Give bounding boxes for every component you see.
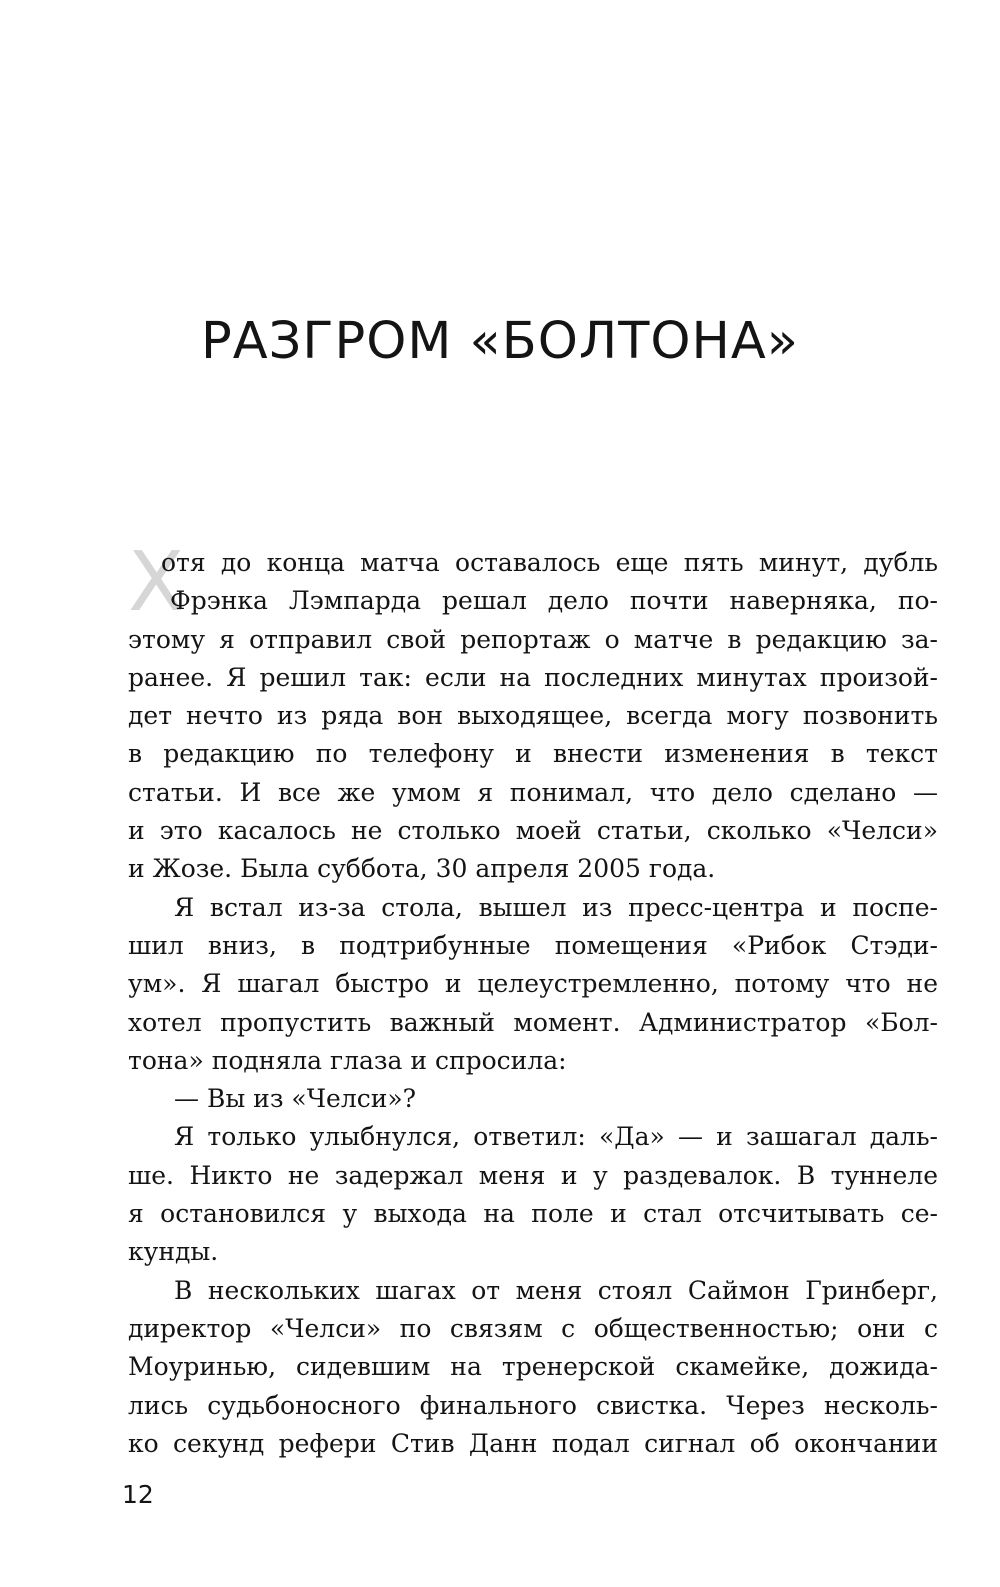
text-line: отя до конца матча оставалось еще пять минут, дубль bbox=[161, 548, 938, 577]
text-line: тона» подняла глаза и спросила: bbox=[128, 1045, 567, 1075]
text-line: и это касалось не столько моей статьи, сколько «Челси» bbox=[128, 816, 938, 846]
text-line: ранее. Я решил так: если на последних минутах произой- bbox=[128, 662, 938, 692]
chapter-title: РАЗГРОМ «БОЛТОНА» bbox=[201, 312, 799, 371]
page-number: 12 bbox=[122, 1480, 154, 1509]
text-line: ко секунд рефери Стив Данн подал сигнал об окончании bbox=[128, 1428, 938, 1458]
text-line: В нескольких шагах от меня стоял Саймон Гринберг, bbox=[174, 1275, 938, 1305]
text-line: и Жозе. Была суббота, 30 апреля 2005 года. bbox=[128, 854, 716, 884]
text-line: я остановился у выхода на поле и стал отсчитывать се- bbox=[128, 1199, 938, 1229]
text-line: статьи. И все же умом я понимал, что дело сделано — bbox=[128, 777, 938, 807]
text-line: Я встал из-за стола, вышел из пресс-центра и поспе- bbox=[174, 892, 938, 922]
text-line: этому я отправил свой репортаж о матче в редакцию за- bbox=[128, 624, 938, 654]
body-text bbox=[128, 544, 938, 1463]
text-line: дет нечто из ряда вон выходящее, всегда могу позвонить bbox=[128, 701, 938, 731]
text-line: в редакцию по телефону и внести изменения в текст bbox=[128, 739, 938, 769]
text-line: шил вниз, в подтрибунные помещения «Рибок Стэди- bbox=[128, 930, 938, 960]
text-line: директор «Челси» по связям с общественностью; они с bbox=[128, 1313, 938, 1343]
text-line: ум». Я шагал быстро и целеустремленно, потому что не bbox=[128, 969, 938, 999]
drop-cap-letter: Х bbox=[128, 535, 185, 630]
text-line: лись судьбоносного финального свистка. Через несколь- bbox=[128, 1390, 938, 1420]
text-line: хотел пропустить важный момент. Администратор «Бол- bbox=[128, 1007, 938, 1037]
text-line: Моуринью, сидевшим на тренерской скамейке, дожида- bbox=[128, 1352, 938, 1382]
text-line: Фрэнка Лэмпарда решал дело почти наверняка, по- bbox=[170, 586, 938, 616]
text-line: — Вы из «Челси»? bbox=[174, 1084, 417, 1114]
text-line: кунды. bbox=[128, 1237, 219, 1267]
text-line: Я только улыбнулся, ответил: «Да» — и зашагал даль- bbox=[174, 1122, 938, 1152]
text-line: ше. Никто не задержал меня и у раздевалок. В туннеле bbox=[128, 1160, 938, 1190]
